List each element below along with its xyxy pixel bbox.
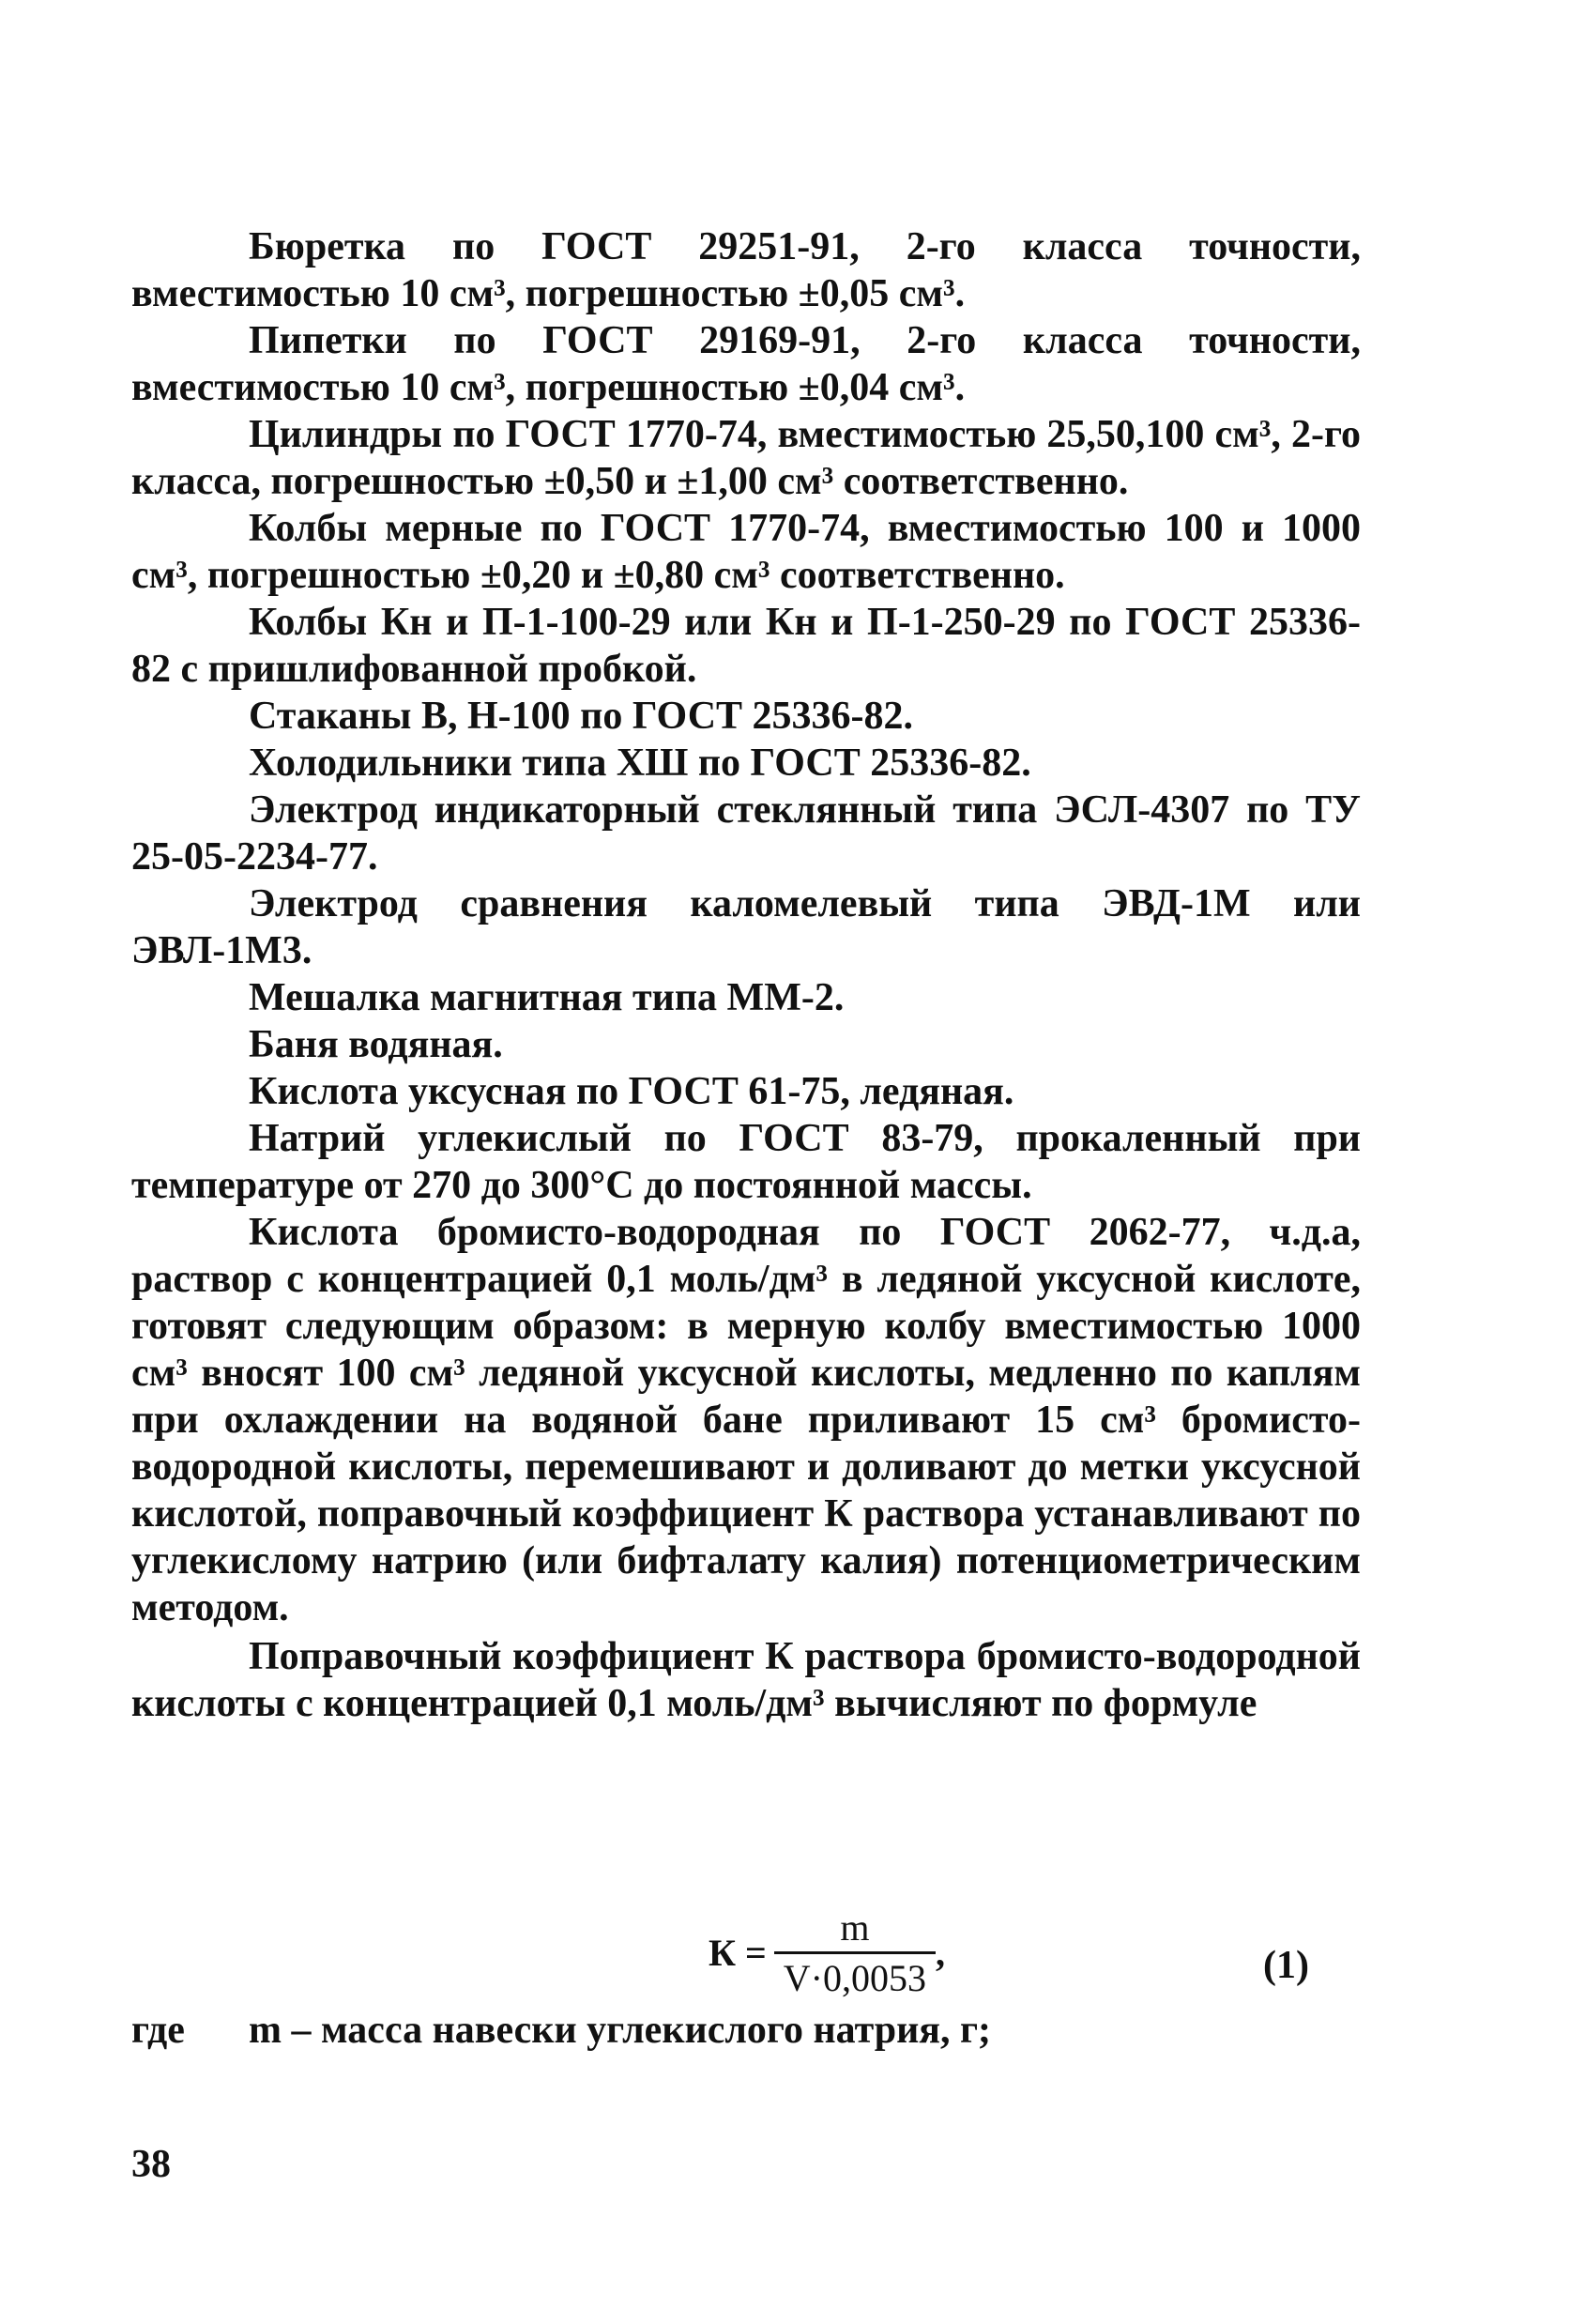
formula-fraction [774,1905,936,2000]
paragraph-burette: Бюретка по ГОСТ 29251-91, 2-го класса точности, вместимостью 10 см³, погрешностью ±0,05 см³. [131,225,1361,315]
paragraph-hydrobromic-acid: Кислота бромисто-водородная по ГОСТ 2062-77, ч.д.а, раствор с концентрацией 0,1 моль/дм³ в ледяной уксусной кислоте, готовят следующим образом: в мерную колбу вместимостью 1000 см³ вносят 100 см³ ледяной уксусной кислоты, медленно по каплям при охлаждении на водяной бане приливают 15 см³ бромисто-водородной кислоты, перемешивают и доливают до метки уксусной кислотой, поправочный коэффициент К раствора устанавливают по углекислому натрию (или бифталату калия) потенциометрическим методом. [131,1211,1361,1629]
paragraph-volumetric-flasks: Колбы мерные по ГОСТ 1770-74, вместимостью 100 и 1000 см³, погрешностью ±0,20 и ±0,80 см³ соответственно. [131,507,1361,597]
paragraph-magnetic-stirrer: Мешалка магнитная типа ММ-2. [249,976,845,1019]
formula-lhs: К = [709,1931,767,1974]
paragraph-condensers: Холодильники типа ХШ по ГОСТ 25336-82. [249,742,1031,785]
formula-denominator: V·0,0053 [774,1951,936,2000]
paragraph-water-bath: Баня водяная. [249,1023,503,1066]
formula-number: (1) [1263,1944,1309,1987]
paragraph-reference-electrode: Электрод сравнения каломелевый типа ЭВД-1М или ЭВЛ-1М3. [131,882,1361,972]
paragraph-beakers: Стаканы В, Н-100 по ГОСТ 25336-82. [249,695,914,738]
paragraph-conical-flasks: Колбы Кн и П-1-100-29 или Кн и П-1-250-29 по ГОСТ 25336-82 с пришлифованной пробкой. [131,601,1361,691]
paragraph-cylinders: Цилиндры по ГОСТ 1770-74, вместимостью 25,50,100 см³, 2-го класса, погрешностью ±0,50 и ±1,00 см³ соответственно. [131,413,1361,503]
formula-row [131,1901,1361,2004]
formula [709,1901,945,2004]
paragraph-pipettes: Пипетки по ГОСТ 29169-91, 2-го класса точности, вместимостью 10 см³, погрешностью ±0,04 см³. [131,319,1361,409]
where-text: m – масса навески углекислого натрия, г; [249,2009,992,2052]
paragraph-correction-factor: Поправочный коэффициент К раствора бромисто-водородной кислоты с концентрацией 0,1 моль/дм³ вычисляют по формуле [131,1635,1361,1725]
body-text [131,223,1361,1727]
page-number: 38 [131,2143,171,2186]
paragraph-sodium-carbonate: Натрий углекислый по ГОСТ 83-79, прокаленный при температуре от 270 до 300°С до постоянной массы. [131,1117,1361,1207]
formula-trailing-comma: , [936,1931,946,1974]
formula-numerator: m [840,1905,870,1949]
where-definition [131,2007,1361,2054]
paragraph-glass-electrode: Электрод индикаторный стеклянный типа ЭСЛ-4307 по ТУ 25-05-2234-77. [131,788,1361,879]
where-label: где [131,2009,185,2052]
paragraph-acetic-acid: Кислота уксусная по ГОСТ 61-75, ледяная. [249,1070,1014,1113]
